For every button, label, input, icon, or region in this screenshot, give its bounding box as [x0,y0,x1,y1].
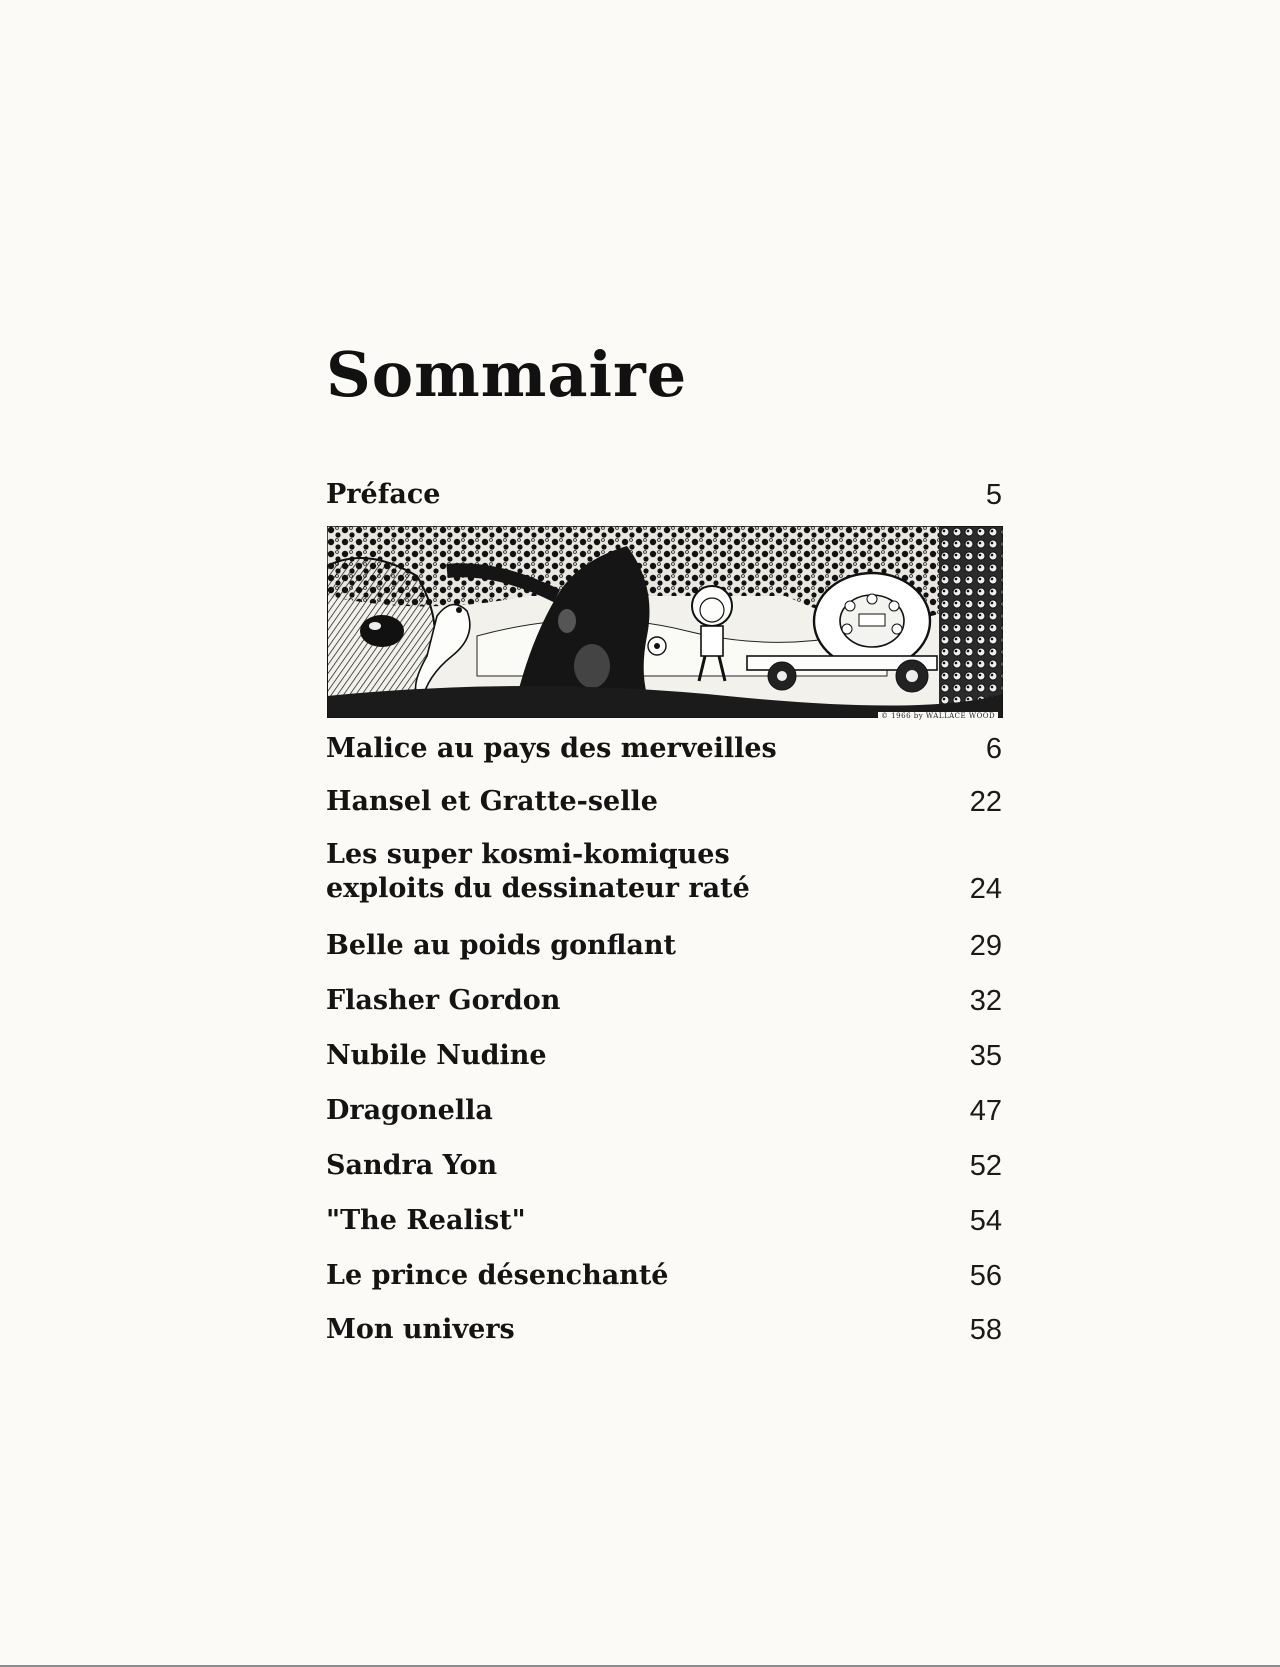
toc-entry-page: 24 [969,873,1002,905]
toc-entry-page: 32 [969,985,1002,1017]
toc-entry [326,1094,1002,1128]
toc-entry-page: 58 [969,1314,1002,1346]
forest-illustration [327,526,1003,718]
toc-entry-page: 54 [969,1205,1002,1237]
toc-entry [326,1259,1002,1293]
toc-entry [326,732,1002,766]
toc-entry-page: 52 [969,1150,1002,1182]
toc-entry-title: Sandra Yon [326,1150,498,1181]
toc-entry-page: 5 [985,479,1002,511]
toc-entry-title: "The Realist" [326,1205,526,1236]
illustration-caption: © 1966 by WALLACE WOOD [878,712,998,720]
toc-entry [326,838,1002,906]
toc-entry-page: 56 [969,1260,1002,1292]
toc-entry [326,1204,1002,1238]
toc-entry-page: 29 [969,930,1002,962]
toc-entry [326,1313,1002,1347]
toc-entry [326,1149,1002,1183]
toc-entry-title: Dragonella [326,1095,493,1126]
toc-entry-title: Flasher Gordon [326,985,561,1016]
toc-entry-title: Préface [326,479,441,510]
toc-entry-title: Le prince désenchanté [326,1260,669,1291]
toc-entry-preface [326,478,1002,512]
toc-entry-page: 35 [969,1040,1002,1072]
toc-entry [326,1039,1002,1073]
toc-entry-title: Les super kosmi-komiques exploits du dessinateur raté [326,839,750,904]
toc-entry-page: 6 [985,733,1002,765]
toc-entry-title: Belle au poids gonflant [326,930,676,961]
page-title: Sommaire [326,338,688,411]
toc-entry-title: Malice au pays des merveilles [326,733,777,764]
toc-entry [326,984,1002,1018]
toc-entry-title: Nubile Nudine [326,1040,547,1071]
toc-entry [326,785,1002,819]
toc-entry-title: Hansel et Gratte-selle [326,786,658,817]
toc-entry-title: Mon univers [326,1314,515,1345]
toc-entry-page: 47 [969,1095,1002,1127]
toc-entry-page: 22 [969,786,1002,818]
toc-entry [326,929,1002,963]
